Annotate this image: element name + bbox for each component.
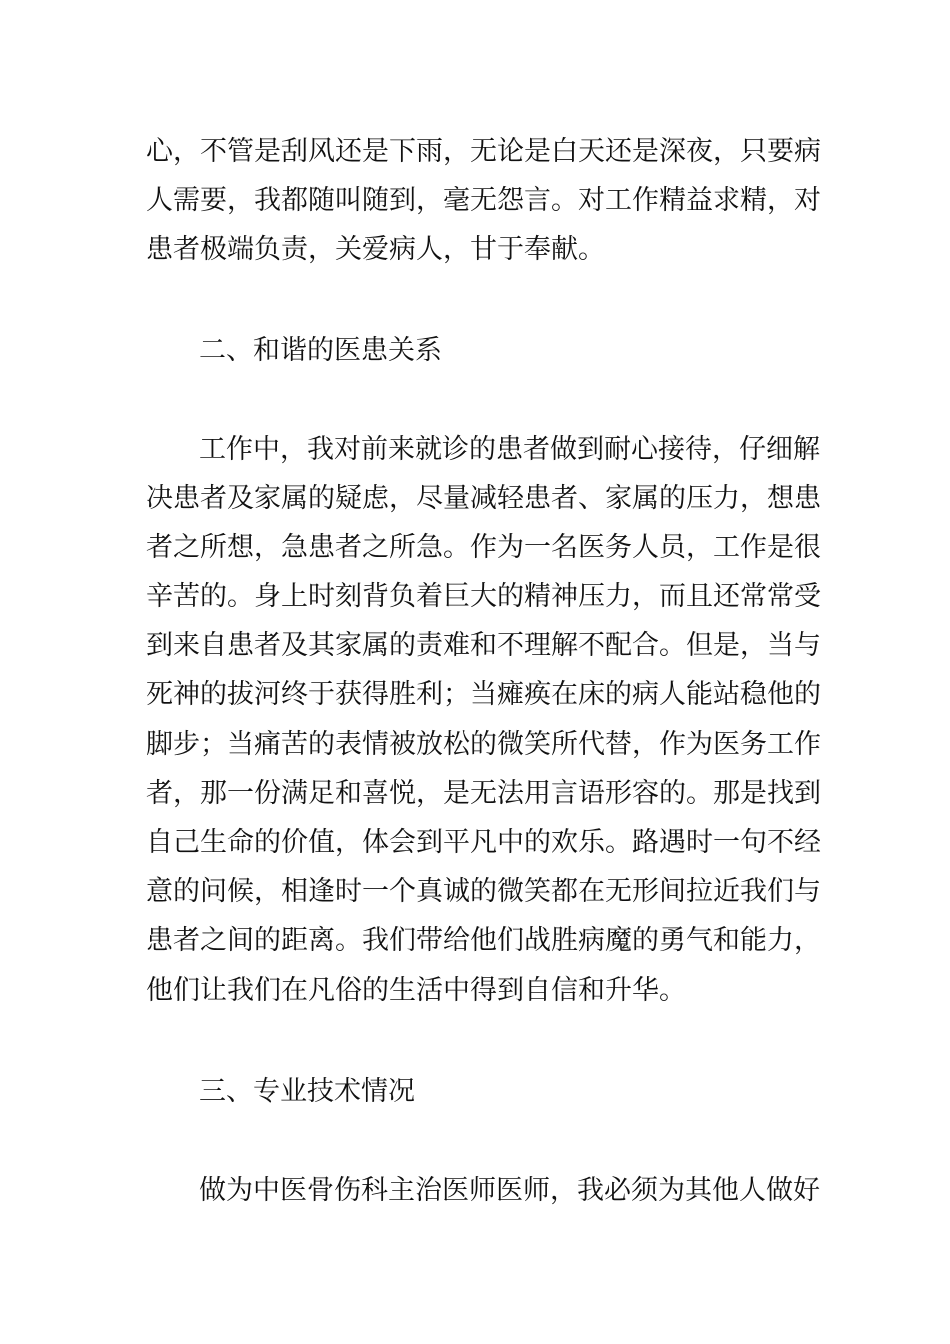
- paragraph-2-line-1: 工作中，我对前来就诊的患者做到耐心接待，仔细解: [199, 434, 820, 465]
- paragraph-2-line-5: 到来自患者及其家属的责难和不理解不配合。但是，当与: [146, 630, 821, 661]
- paragraph-2-line-6: 死神的拔河终于获得胜利；当瘫痪在床的病人能站稳他的: [146, 679, 821, 710]
- paragraph-2-line-9: 自己生命的价值，体会到平凡中的欢乐。路遇时一句不经: [146, 827, 821, 858]
- paragraph-2-line-7: 脚步；当痛苦的表情被放松的微笑所代替，作为医务工作: [146, 729, 821, 760]
- paragraph-3-line-1: 做为中医骨伤科主治医师医师，我必须为其他人做好: [199, 1175, 820, 1206]
- paragraph-2-line-4: 辛苦的。身上时刻背负着巨大的精神压力，而且还常常受: [146, 581, 821, 612]
- paragraph-2-line-2: 决患者及家属的疑虑，尽量减轻患者、家属的压力，想患: [146, 483, 821, 514]
- section-heading-2: 二、和谐的医患关系: [199, 335, 442, 366]
- paragraph-2-line-11: 患者之间的距离。我们带给他们战胜病魔的勇气和能力，: [146, 925, 821, 956]
- paragraph-2-line-12: 他们让我们在凡俗的生活中得到自信和升华。: [146, 975, 686, 1006]
- paragraph-2-line-3: 者之所想，急患者之所急。作为一名医务人员，工作是很: [146, 532, 821, 563]
- paragraph-1-line-1: 心，不管是刮风还是下雨，无论是白天还是深夜，只要病: [146, 136, 821, 167]
- paragraph-2-line-10: 意的问候，相逢时一个真诚的微笑都在无形间拉近我们与: [146, 876, 821, 907]
- section-heading-3: 三、专业技术情况: [199, 1076, 415, 1107]
- paragraph-2-line-8: 者，那一份满足和喜悦，是无法用言语形容的。那是找到: [146, 778, 821, 809]
- paragraph-1-line-2: 人需要，我都随叫随到，毫无怨言。对工作精益求精，对: [146, 185, 821, 216]
- paragraph-1-line-3: 患者极端负责，关爱病人，甘于奉献。: [146, 234, 605, 265]
